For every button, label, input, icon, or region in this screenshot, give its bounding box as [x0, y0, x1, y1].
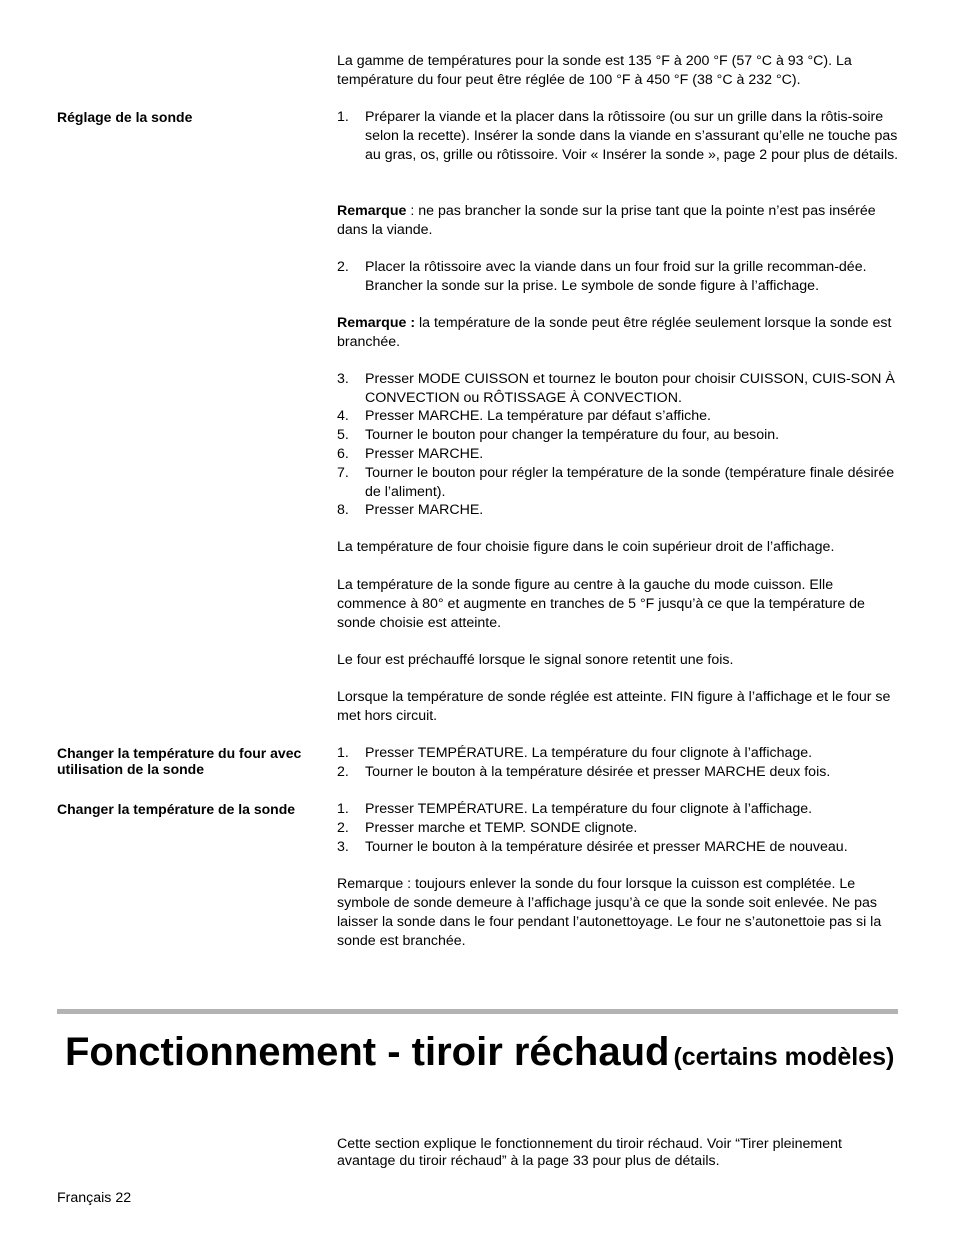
list-text: Presser TEMPÉRATURE. La température du four clignote à l’affichage. [365, 745, 813, 761]
body-paragraph: La température de four choisie figure dans le coin supérieur droit de l’affichage. [337, 539, 835, 555]
list-number: 4. [337, 408, 349, 424]
chapter-title-sub: (certains modèles) [673, 1043, 895, 1071]
list-number: 1. [337, 109, 349, 125]
note-paragraph [337, 202, 902, 240]
list-number: 2. [337, 259, 349, 275]
intro-paragraph: La gamme de températures pour la sonde est 135 °F à 200 °F (57 °C à 93 °C). La température du four peut être réglée de 100 °F à 450 °F (38 °C à 232 °C). [337, 53, 852, 88]
body-paragraph: La température de la sonde figure au centre à la gauche du mode cuisson. Elle commence à 80° et augmente en tranches de 5 °F jusqu’à ce que la température de sonde choisie est atteinte. [337, 577, 865, 631]
list-text: Presser MARCHE. [365, 502, 484, 518]
section-heading-oven-temp-with-probe: Changer la température du four avec utilisation de la sonde [57, 745, 302, 777]
chapter-title [65, 1026, 895, 1083]
list-item [337, 108, 902, 165]
list-number: 2. [337, 764, 349, 780]
list-text: Tourner le bouton pour changer la température du four, au besoin. [365, 427, 780, 443]
list-item [337, 838, 902, 857]
list-item [337, 426, 902, 445]
list-number: 7. [337, 465, 349, 481]
list-item [337, 501, 902, 520]
list-number: 1. [337, 745, 349, 761]
list-text: Presser TEMPÉRATURE. La température du four clignote à l’affichage. [365, 801, 813, 817]
note-label: Remarque : [337, 315, 416, 331]
list-number: 1. [337, 801, 349, 817]
note-label: Remarque [337, 203, 407, 219]
list-number: 5. [337, 427, 349, 443]
list-item [337, 445, 902, 464]
list-number: 3. [337, 839, 349, 855]
list-item [337, 819, 902, 838]
list-text: Préparer la viande et la placer dans la rôtissoire (ou sur un grille dans la rôtis-soire selon la recette). Insérer la sonde dans la viande en s’assurant qu’elle ne touche pas au gras, os, grille ou rôtissoire. Voir « Insérer la sonde », page 2 pour plus de détails. [365, 109, 899, 163]
section-divider [57, 1009, 898, 1014]
section-heading-probe-temp: Changer la température de la sonde [57, 801, 296, 817]
list-text: Presser MODE CUISSON et tournez le bouton pour choisir CUISSON, CUIS-SON À CONVECTION ou RÔTISSAGE À CONVECTION. [365, 371, 895, 406]
body-paragraph: Lorsque la température de sonde réglée est atteinte. FIN figure à l’affichage et le four se met hors circuit. [337, 689, 891, 724]
list-number: 6. [337, 446, 349, 462]
list-number: 3. [337, 371, 349, 387]
list-item [337, 407, 902, 426]
list-item [337, 763, 902, 782]
note-paragraph [337, 314, 902, 352]
list-item [337, 464, 902, 502]
chapter-title-main: Fonctionnement - tiroir réchaud [65, 1030, 670, 1074]
list-text: Presser marche et TEMP. SONDE clignote. [365, 820, 638, 836]
body-paragraph: Le four est préchauffé lorsque le signal sonore retentit une fois. [337, 652, 734, 668]
note-text: : ne pas brancher la sonde sur la prise tant que la pointe n’est pas insérée dans la viande. [337, 203, 876, 238]
list-text: Presser MARCHE. [365, 446, 484, 462]
list-text: Presser MARCHE. La température par défaut s’affiche. [365, 408, 711, 424]
page-footer: Français 22 [57, 1190, 132, 1206]
list-number: 2. [337, 820, 349, 836]
list-text: Tourner le bouton pour régler la température de la sonde (température finale désirée de l’aliment). [365, 465, 895, 500]
list-text: Tourner le bouton à la température désirée et presser MARCHE deux fois. [365, 764, 831, 780]
list-item [337, 258, 902, 296]
section-heading-probe-setting: Réglage de la sonde [57, 109, 193, 125]
note-text: la température de la sonde peut être réglée seulement lorsque la sonde est branchée. [337, 315, 892, 350]
list-text: Placer la rôtissoire avec la viande dans un four froid sur la grille recomman-dée. Brancher la sonde sur la prise. Le symbole de sonde figure à l’affichage. [365, 259, 867, 294]
note-paragraph: Remarque : toujours enlever la sonde du four lorsque la cuisson est complétée. Le symbole de sonde demeure à l’affichage jusqu’à ce que la sonde soit enlevée. Ne pas laisser la sonde dans le four pendant l’autonettoyage. Le four ne s’autonettoie pas si la sonde est branchée. [337, 876, 882, 949]
chapter-intro: Cette section explique le fonctionnement du tiroir réchaud. Voir “Tirer pleinement avantage du tiroir réchaud” à la page 33 pour plus de détails. [337, 1136, 842, 1169]
list-item [337, 370, 902, 408]
list-item [337, 744, 902, 763]
list-number: 8. [337, 502, 349, 518]
list-item [337, 800, 902, 819]
list-text: Tourner le bouton à la température désirée et presser MARCHE de nouveau. [365, 839, 848, 855]
